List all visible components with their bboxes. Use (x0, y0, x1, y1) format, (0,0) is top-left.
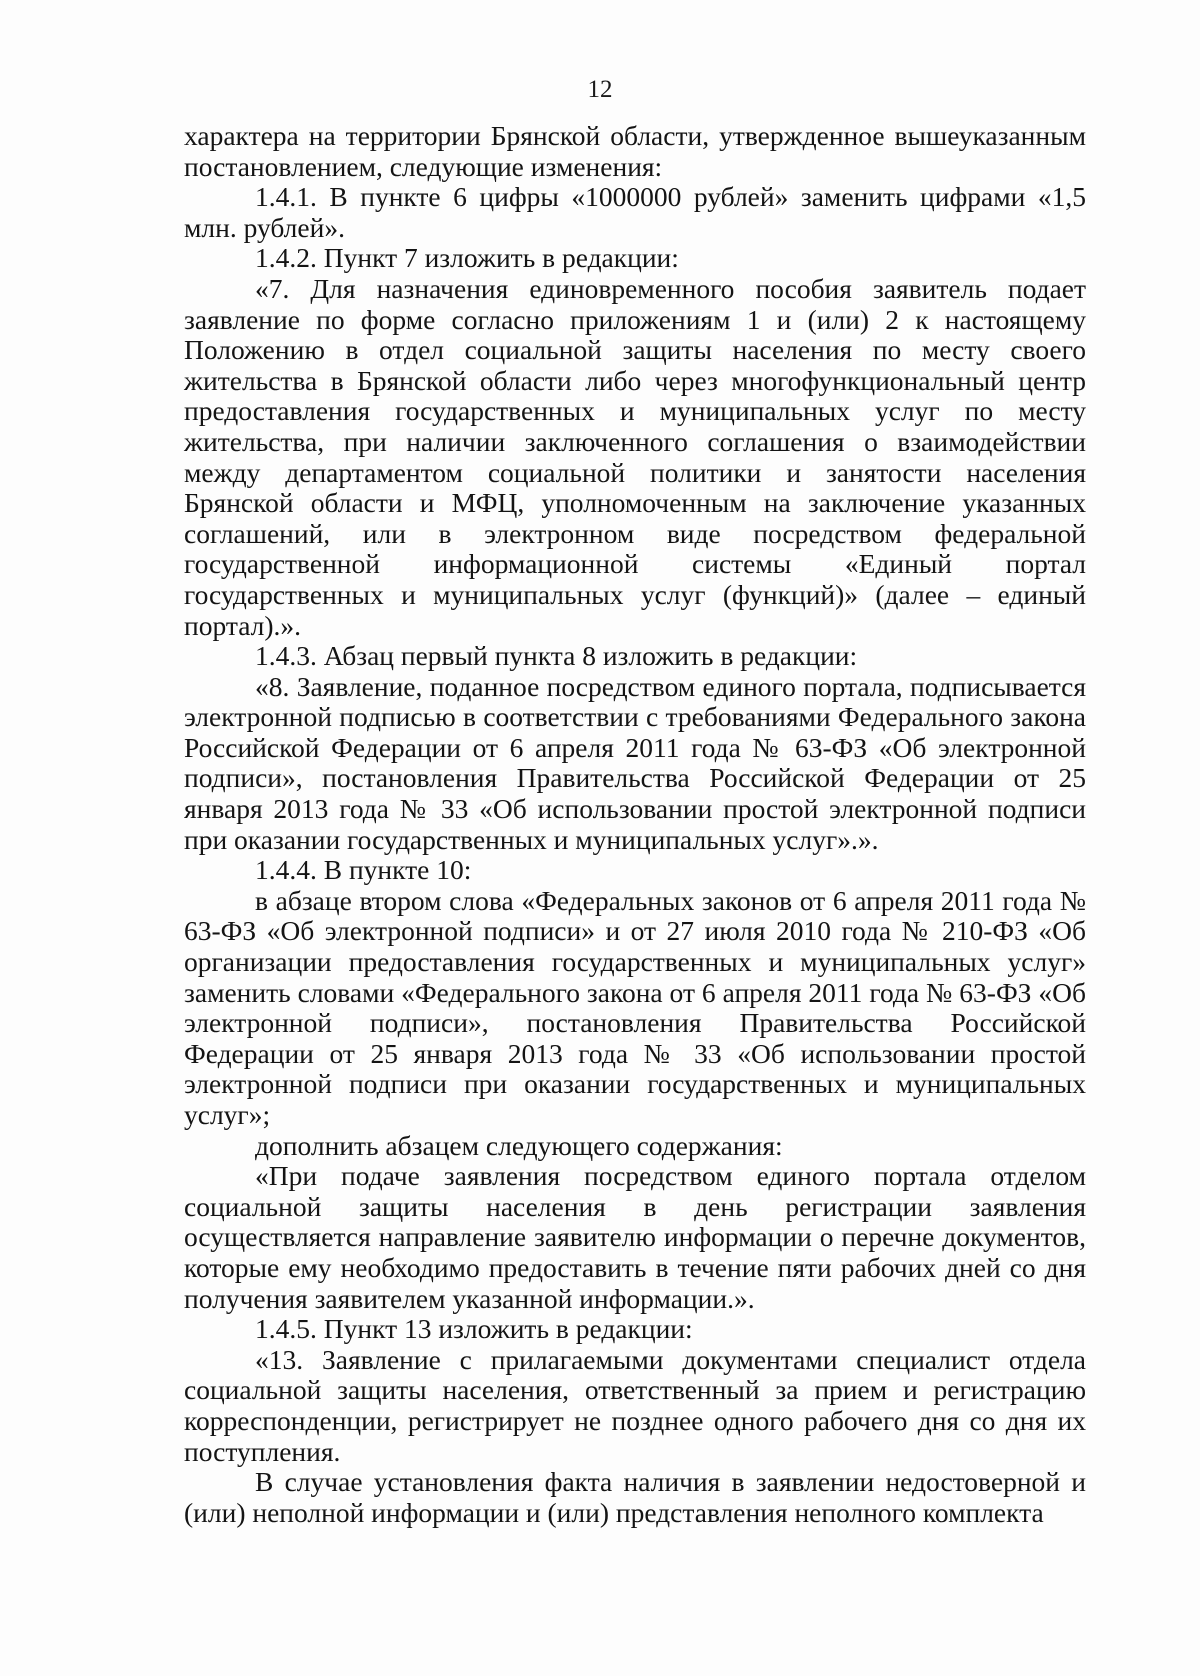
paragraph-11: 1.4.5. Пункт 13 изложить в редакции: (255, 1313, 693, 1345)
paragraph-4: «7. Для назначения единовременного пособия заявитель подает заявление по форме согласно приложениям 1 и (или) 2 к настоящему Положению в отдел социальной защиты населения по месту своего жительства в Брянской области либо через многофункциональный центр предоставления государственных и муниципальных услуг по месту жительства, при наличии заключенного соглашения о взаимодействии между департаментом социальной политики и занятости населения Брянской области и МФЦ, уполномоченным на заключение указанных соглашений, или в электронном виде посредством федеральной государственной информационной системы «Единый портал государственных и муниципальных услуг (функций)» (далее – единый портал).». (184, 272, 1086, 641)
paragraph-9: дополнить абзацем следующего содержания: (255, 1129, 783, 1161)
document-body (184, 121, 1086, 1528)
paragraph-5: 1.4.3. Абзац первый пункта 8 изложить в редакции: (255, 640, 858, 672)
paragraph-2: 1.4.1. В пункте 6 цифры «1000000 рублей» заменить цифрами «1,5 млн. рублей». (184, 181, 1086, 243)
paragraph-8: в абзаце втором слова «Федеральных законов от 6 апреля 2011 года № 63-ФЗ «Об электронной подписи» и от 27 июля 2010 года № 210-ФЗ «Об организации предоставления государственных и муниципальных услуг» заменить словами «Федерального закона от 6 апреля 2011 года № 63-ФЗ «Об электронной подписи», постановления Правительства Российской Федерации от 25 января 2013 года № 33 «Об использовании простой электронной подписи при оказании государственных и муниципальных услуг»; (184, 884, 1086, 1130)
paragraph-7: 1.4.4. В пункте 10: (255, 854, 472, 886)
paragraph-13: В случае установления факта наличия в заявлении недостоверной и (или) неполной информации и (или) представления неполного комплекта (184, 1466, 1086, 1528)
page-number: 12 (587, 76, 613, 103)
paragraph-12: «13. Заявление с прилагаемыми документами специалист отдела социальной защиты населения, ответственный за прием и регистрацию корреспонденции, регистрирует не позднее одного рабочего дня со дня их поступления. (184, 1343, 1086, 1467)
paragraph-10: «При подаче заявления посредством единого портала отделом социальной защиты населения в день регистрации заявления осуществляется направление заявителю информации о перечне документов, которые ему необходимо предоставить в течение пяти рабочих дней со дня получения заявителем указанной информации.». (184, 1160, 1086, 1314)
paragraph-6: «8. Заявление, поданное посредством единого портала, подписывается электронной подписью в соответствии с требованиями Федерального закона Российской Федерации от 6 апреля 2011 года № 63-ФЗ «Об электронной подписи», постановления Правительства Российской Федерации от 25 января 2013 года № 33 «Об использовании простой электронной подписи при оказании государственных и муниципальных услуг».». (184, 670, 1086, 855)
paragraph-1: характера на территории Брянской области, утвержденное вышеуказанным постановлением, следующие изменения: (184, 120, 1086, 182)
paragraph-3: 1.4.2. Пункт 7 изложить в редакции: (255, 242, 679, 274)
